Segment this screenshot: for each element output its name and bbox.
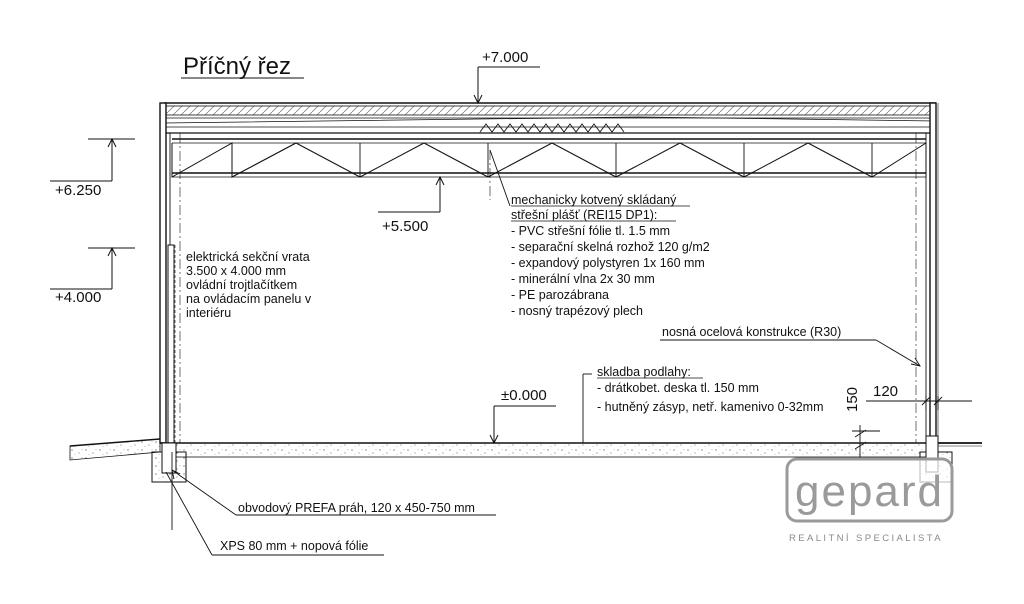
floor-note-heading: skladba podlahy:: [597, 365, 691, 379]
door-note-line: ovládní trojtlačítkem: [186, 278, 298, 292]
door-note-line: elektrická sekční vrata: [186, 250, 310, 264]
dimension-150-label: 150: [844, 386, 861, 412]
structure-note-leader: [660, 340, 920, 366]
gepard-logo: [787, 459, 952, 544]
level-zero-marker: [490, 406, 556, 443]
roof-truss: [172, 139, 926, 177]
roof-note-heading-1: mechanicky kotvený skládaný: [511, 193, 677, 207]
roof-note-item: - PE parozábrana: [511, 288, 609, 302]
level-4000-marker: [50, 248, 135, 289]
door-note-line: interiéru: [186, 306, 232, 320]
left-wall: [160, 103, 175, 443]
right-wall: [926, 103, 938, 443]
roof-note-heading-2: střešní plášť (REI15 DP1):: [511, 208, 658, 222]
structure-note: nosná ocelová konstrukce (R30): [662, 325, 842, 339]
floor-note-item: - hutněný zásyp, netř. kamenivo 0-32mm: [597, 400, 824, 414]
logo-tagline: REALITNÍ SPECIALISTA: [789, 533, 943, 544]
floor-note-item: - drátkobet. deska tl. 150 mm: [597, 381, 759, 395]
door-note-line: na ovládacím panelu v: [186, 292, 312, 306]
level-zero-label: ±0.000: [501, 387, 547, 404]
roof-note-item: - PVC střešní fólie tl. 1.5 mm: [511, 224, 671, 238]
level-top-label: +7.000: [482, 49, 529, 66]
roof-cladding: [164, 103, 936, 133]
roof-note-leader: [490, 150, 510, 206]
level-5500-marker: [378, 177, 444, 212]
xps-note: XPS 80 mm + nopová fólie: [220, 539, 369, 553]
level-4000-label: +4.000: [55, 289, 102, 306]
floor-note-leader: [583, 374, 592, 443]
dimension-120-label: 120: [873, 383, 899, 400]
logo-word: gepard: [795, 467, 945, 516]
roof-note-item: - minerální vlna 2x 30 mm: [511, 272, 655, 286]
door-note-line: 3.500 x 4.000 mm: [186, 264, 287, 278]
roof-note-item: - nosný trapézový plech: [511, 304, 644, 318]
level-6250-marker: [50, 139, 135, 181]
roof-note-item: - expandový polystyren 1x 160 mm: [511, 256, 705, 270]
drawing-title: Příčný řez: [183, 53, 292, 80]
level-top-marker: [474, 67, 540, 103]
level-5500-label: +5.500: [382, 218, 429, 235]
roof-note-item: - separační skelná rozhož 120 g/m2: [511, 240, 710, 254]
level-6250-label: +6.250: [55, 182, 102, 199]
threshold-note: obvodový PREFA práh, 120 x 450-750 mm: [238, 501, 475, 515]
